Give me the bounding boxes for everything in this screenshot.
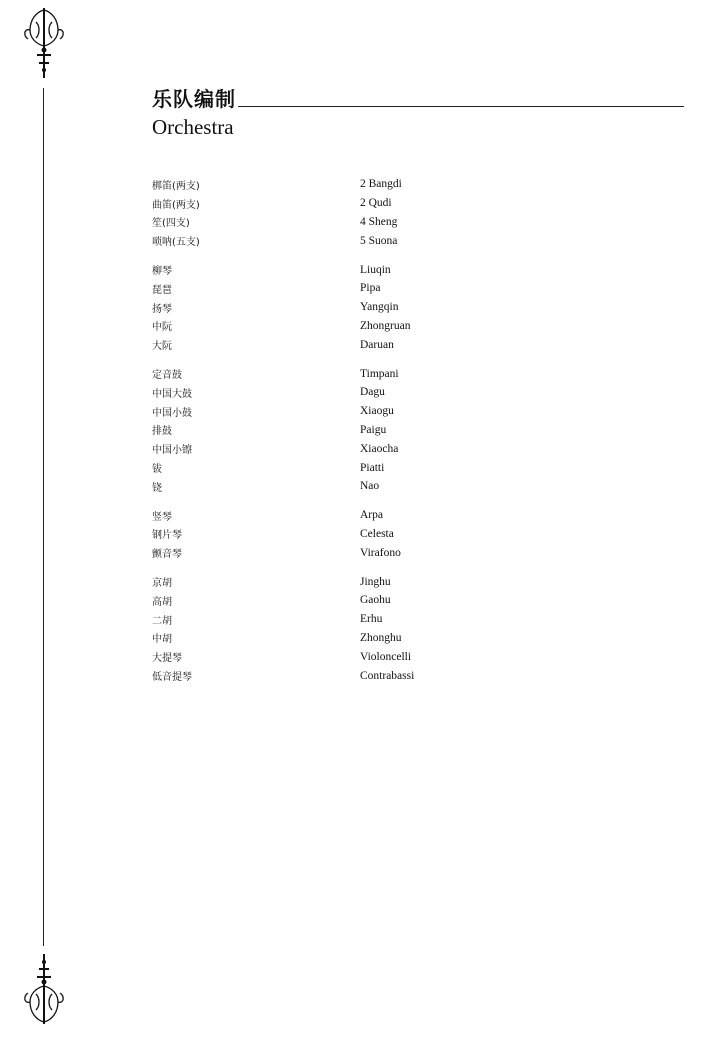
instrument-row (152, 647, 482, 666)
instrument-row (152, 543, 482, 562)
instrument-row (152, 298, 482, 317)
instrument-row (152, 629, 482, 648)
instrument-name-chinese: 中国小鼓 (152, 407, 192, 419)
instrument-group-percussion (152, 364, 482, 496)
instrument-name-english: Paigu (360, 423, 387, 436)
instrument-row (152, 506, 482, 525)
instrument-name-english: Zhongruan (360, 319, 411, 332)
instrument-name-chinese: 颤音琴 (152, 549, 182, 561)
instrument-name-english: Xiaogu (360, 405, 394, 418)
instrument-row (152, 279, 482, 298)
instrument-group-winds (152, 175, 482, 250)
instrument-row (152, 666, 482, 685)
instrument-row (152, 383, 482, 402)
instrument-name-english: Erhu (360, 613, 383, 626)
instrument-name-english: Xiaocha (360, 442, 399, 455)
instrument-name-chinese: 低音提琴 (152, 672, 192, 684)
instrument-name-chinese: 铙 (152, 482, 162, 494)
instrument-row (152, 458, 482, 477)
instrument-row (152, 421, 482, 440)
instrument-name-chinese: 高胡 (152, 596, 172, 608)
instrument-name-chinese: 唢呐(五支) (152, 237, 200, 249)
instrument-name-english: Piatti (360, 461, 385, 474)
instrument-row (152, 439, 482, 458)
instrument-name-chinese: 竖琴 (152, 511, 172, 523)
instrument-name-chinese: 曲笛(两支) (152, 199, 200, 211)
instrument-name-chinese: 大提琴 (152, 653, 182, 665)
instrument-row (152, 260, 482, 279)
instrument-name-chinese: 笙(四支) (152, 218, 190, 230)
instrument-row (152, 194, 482, 213)
instrument-row (152, 231, 482, 250)
instrument-row (152, 175, 482, 194)
instrument-name-chinese: 排鼓 (152, 426, 172, 438)
instrument-row (152, 317, 482, 336)
instrument-row (152, 213, 482, 232)
instrument-group-keyboard-harp (152, 506, 482, 562)
instrument-name-english: Virafono (360, 546, 401, 559)
instrument-name-chinese: 中胡 (152, 634, 172, 646)
instrument-name-english: Pipa (360, 282, 381, 295)
instrument-name-chinese: 柳琴 (152, 266, 172, 278)
instrument-row (152, 591, 482, 610)
instrument-name-chinese: 梆笛(两支) (152, 180, 200, 192)
instrument-row (152, 572, 482, 591)
lyre-ornament-icon (22, 952, 66, 1026)
instrument-name-chinese: 中国大鼓 (152, 388, 192, 400)
instrument-name-english: Nao (360, 480, 380, 493)
instrument-group-plucked (152, 260, 482, 354)
instrument-name-english: Arpa (360, 509, 383, 522)
instrument-name-chinese: 大阮 (152, 341, 172, 353)
instrument-name-english: Violoncelli (360, 650, 412, 663)
instrument-name-chinese: 中国小镲 (152, 445, 192, 457)
instrument-row (152, 525, 482, 544)
instrument-group-bowed-strings (152, 572, 482, 685)
instrument-row (152, 402, 482, 421)
instrument-name-english: Celesta (360, 527, 394, 540)
instrument-name-chinese: 琵琶 (152, 284, 172, 296)
instrument-row (152, 364, 482, 383)
instrument-name-chinese: 钢片琴 (152, 530, 182, 542)
instrument-name-english: Timpani (360, 367, 399, 380)
instrument-name-chinese: 定音鼓 (152, 370, 182, 382)
instrument-name-english: Daruan (360, 338, 394, 351)
instrument-name-chinese: 二胡 (152, 615, 172, 627)
instrument-list (152, 175, 482, 695)
instrument-name-english: Liuqin (360, 263, 391, 276)
instrument-name-english: Gaohu (360, 594, 391, 607)
instrument-row (152, 610, 482, 629)
title-rule (238, 106, 684, 107)
instrument-name-chinese: 中阮 (152, 322, 172, 334)
lyre-ornament-icon (22, 6, 66, 80)
instrument-name-english: Yangqin (360, 301, 399, 314)
instrument-name-english: 2 Qudi (360, 197, 392, 210)
instrument-name-english: Dagu (360, 386, 385, 399)
instrument-name-english: 4 Sheng (360, 215, 398, 228)
instrument-name-english: Jinghu (360, 575, 391, 588)
instrument-name-english: 2 Bangdi (360, 178, 402, 191)
page-title-english: Orchestra (152, 115, 234, 139)
instrument-name-chinese: 京胡 (152, 578, 172, 590)
title-row (152, 86, 684, 110)
instrument-name-chinese: 扬琴 (152, 303, 172, 315)
instrument-row (152, 477, 482, 496)
instrument-row (152, 335, 482, 354)
instrument-name-english: Zhonghu (360, 631, 402, 644)
page-title-chinese: 乐队编制 (152, 87, 236, 111)
instrument-name-english: Contrabassi (360, 669, 415, 682)
instrument-name-english: 5 Suona (360, 234, 398, 247)
left-border-line (43, 88, 44, 946)
instrument-name-chinese: 钹 (152, 464, 162, 476)
